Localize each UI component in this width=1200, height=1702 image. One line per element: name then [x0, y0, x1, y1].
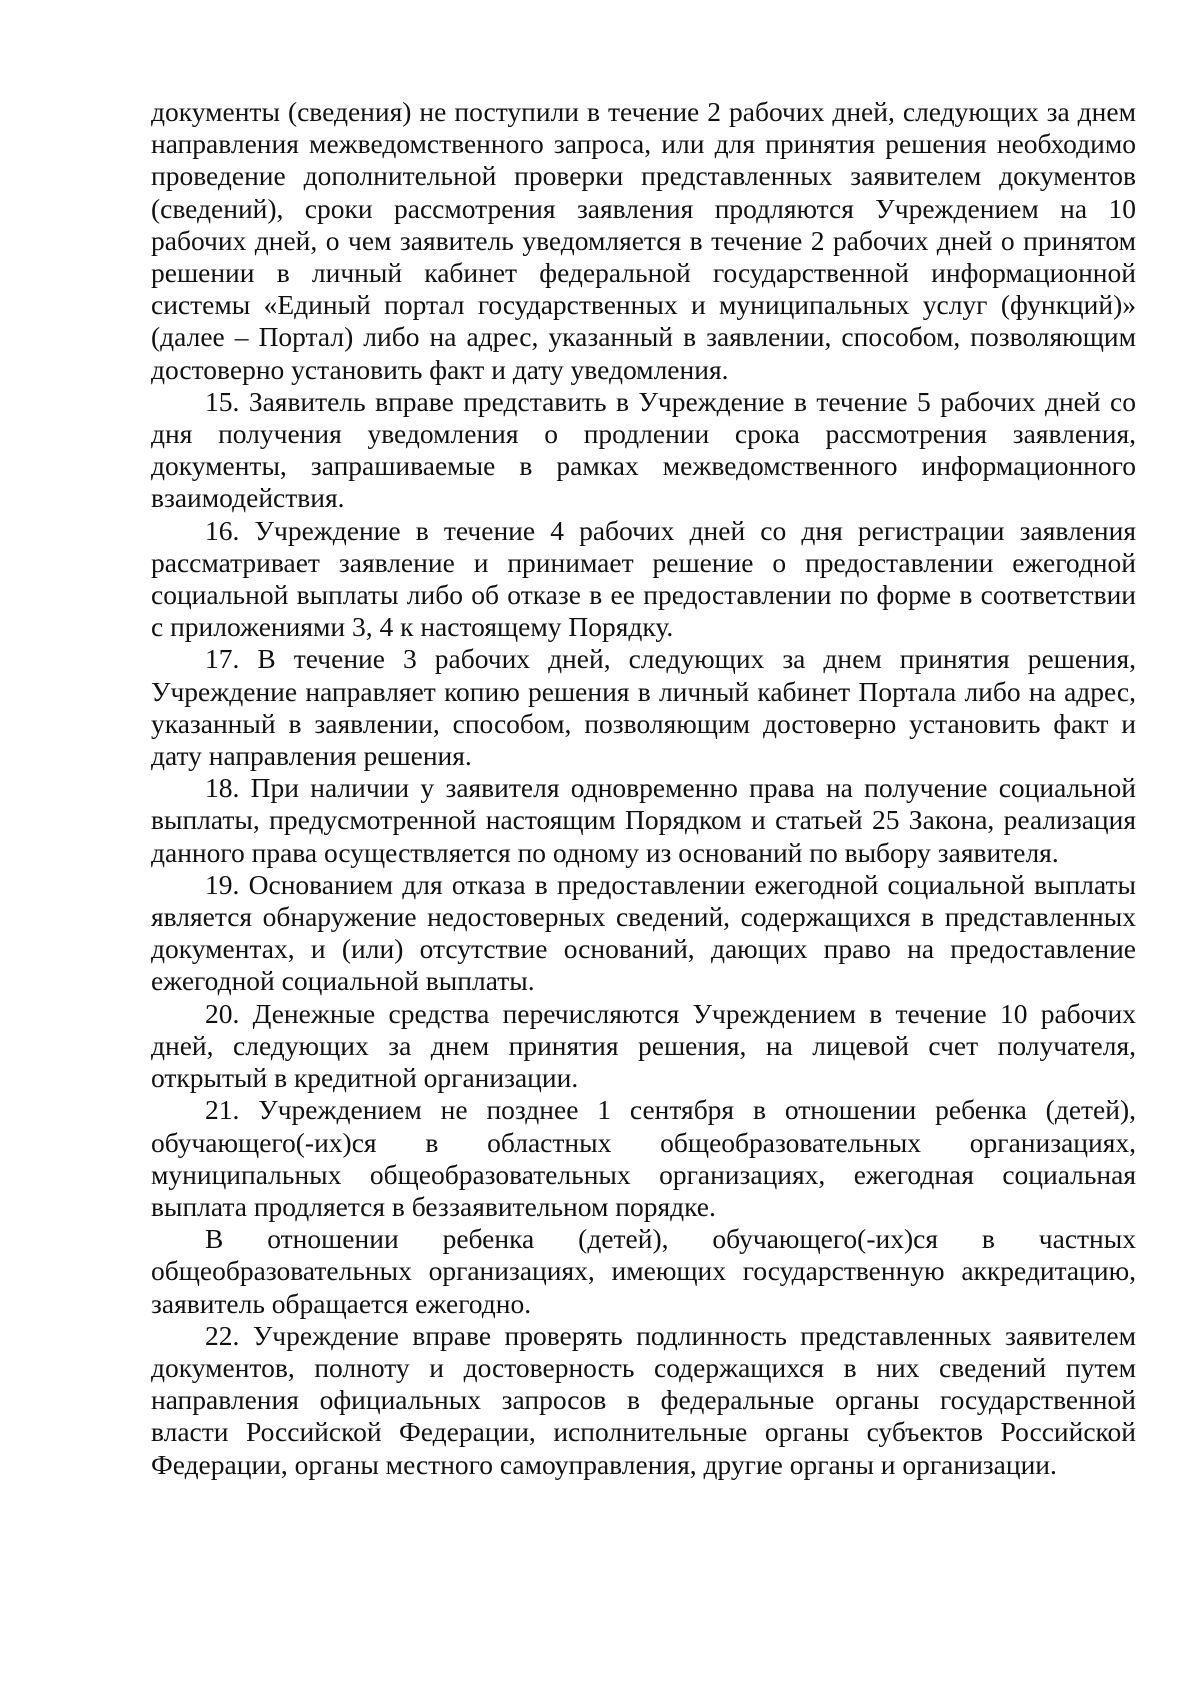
paragraph-item-18: 18. При наличии у заявителя одновременно права на получение социальной выплаты, предусмотренной настоящим Порядком и статьей 25 Закона, реализация данного права осуществляется по одному из оснований по выбору заявителя.	[151, 772, 1136, 868]
paragraph-item-16: 16. Учреждение в течение 4 рабочих дней со дня регистрации заявления рассматривает заявление и принимает решение о предоставлении ежегодной социальной выплаты либо об отказе в ее предоставлении по форме в соответствии с приложениями 3, 4 к настоящему Порядку.	[151, 514, 1136, 643]
paragraph-item-20: 20. Денежные средства перечисляются Учреждением в течение 10 рабочих дней, следующих за днем принятия решения, на лицевой счет получателя, открытый в кредитной организации.	[151, 997, 1136, 1094]
paragraph-item-22: 22. Учреждение вправе проверять подлинность представленных заявителем документов, полноту и достоверность содержащихся в них сведений путем направления официальных запросов в федеральные органы государственной власти Российской Федерации, исполнительные органы субъектов Российской Федерации, органы местного самоуправления, другие органы и организации.	[151, 1319, 1136, 1480]
document-body	[151, 96, 1136, 1481]
paragraph-item-15: 15. Заявитель вправе представить в Учреждение в течение 5 рабочих дней со дня получения уведомления о продлении срока рассмотрения заявления, документы, запрашиваемые в рамках межведомственного информационного взаимодействия.	[151, 385, 1136, 514]
paragraph-continuation: документы (сведения) не поступили в течение 2 рабочих дней, следующих за днем направления межведомственного запроса, или для принятия решения необходимо проведение дополнительной проверки представленных заявителем документов (сведений), сроки рассмотрения заявления продляются Учреждением на 10 рабочих дней, о чем заявитель уведомляется в течение 2 рабочих дней о принятом решении в личный кабинет федеральной государственной информационной системы «Единый портал государственных и муниципальных услуг (функций)» (далее – Портал) либо на адрес, указанный в заявлении, способом, позволяющим достоверно установить факт и дату уведомления.	[151, 96, 1136, 385]
paragraph-item-21-private: В отношении ребенка (детей), обучающего(-их)ся в частных общеобразовательных организациях, имеющих государственную аккредитацию, заявитель обращается ежегодно.	[151, 1223, 1136, 1319]
paragraph-item-21: 21. Учреждением не позднее 1 сентября в отношении ребенка (детей), обучающего(-их)ся в областных общеобразовательных организациях, муниципальных общеобразовательных организациях, ежегодная социальная выплата продляется в беззаявительном порядке.	[151, 1094, 1136, 1222]
paragraph-item-17: 17. В течение 3 рабочих дней, следующих за днем принятия решения, Учреждение направляет копию решения в личный кабинет Портала либо на адрес, указанный в заявлении, способом, позволяющим достоверно установить факт и дату направления решения.	[151, 643, 1136, 772]
paragraph-item-19: 19. Основанием для отказа в предоставлении ежегодной социальной выплаты является обнаружение недостоверных сведений, содержащихся в представленных документах, и (или) отсутствие оснований, дающих право на предоставление ежегодной социальной выплаты.	[151, 868, 1136, 997]
